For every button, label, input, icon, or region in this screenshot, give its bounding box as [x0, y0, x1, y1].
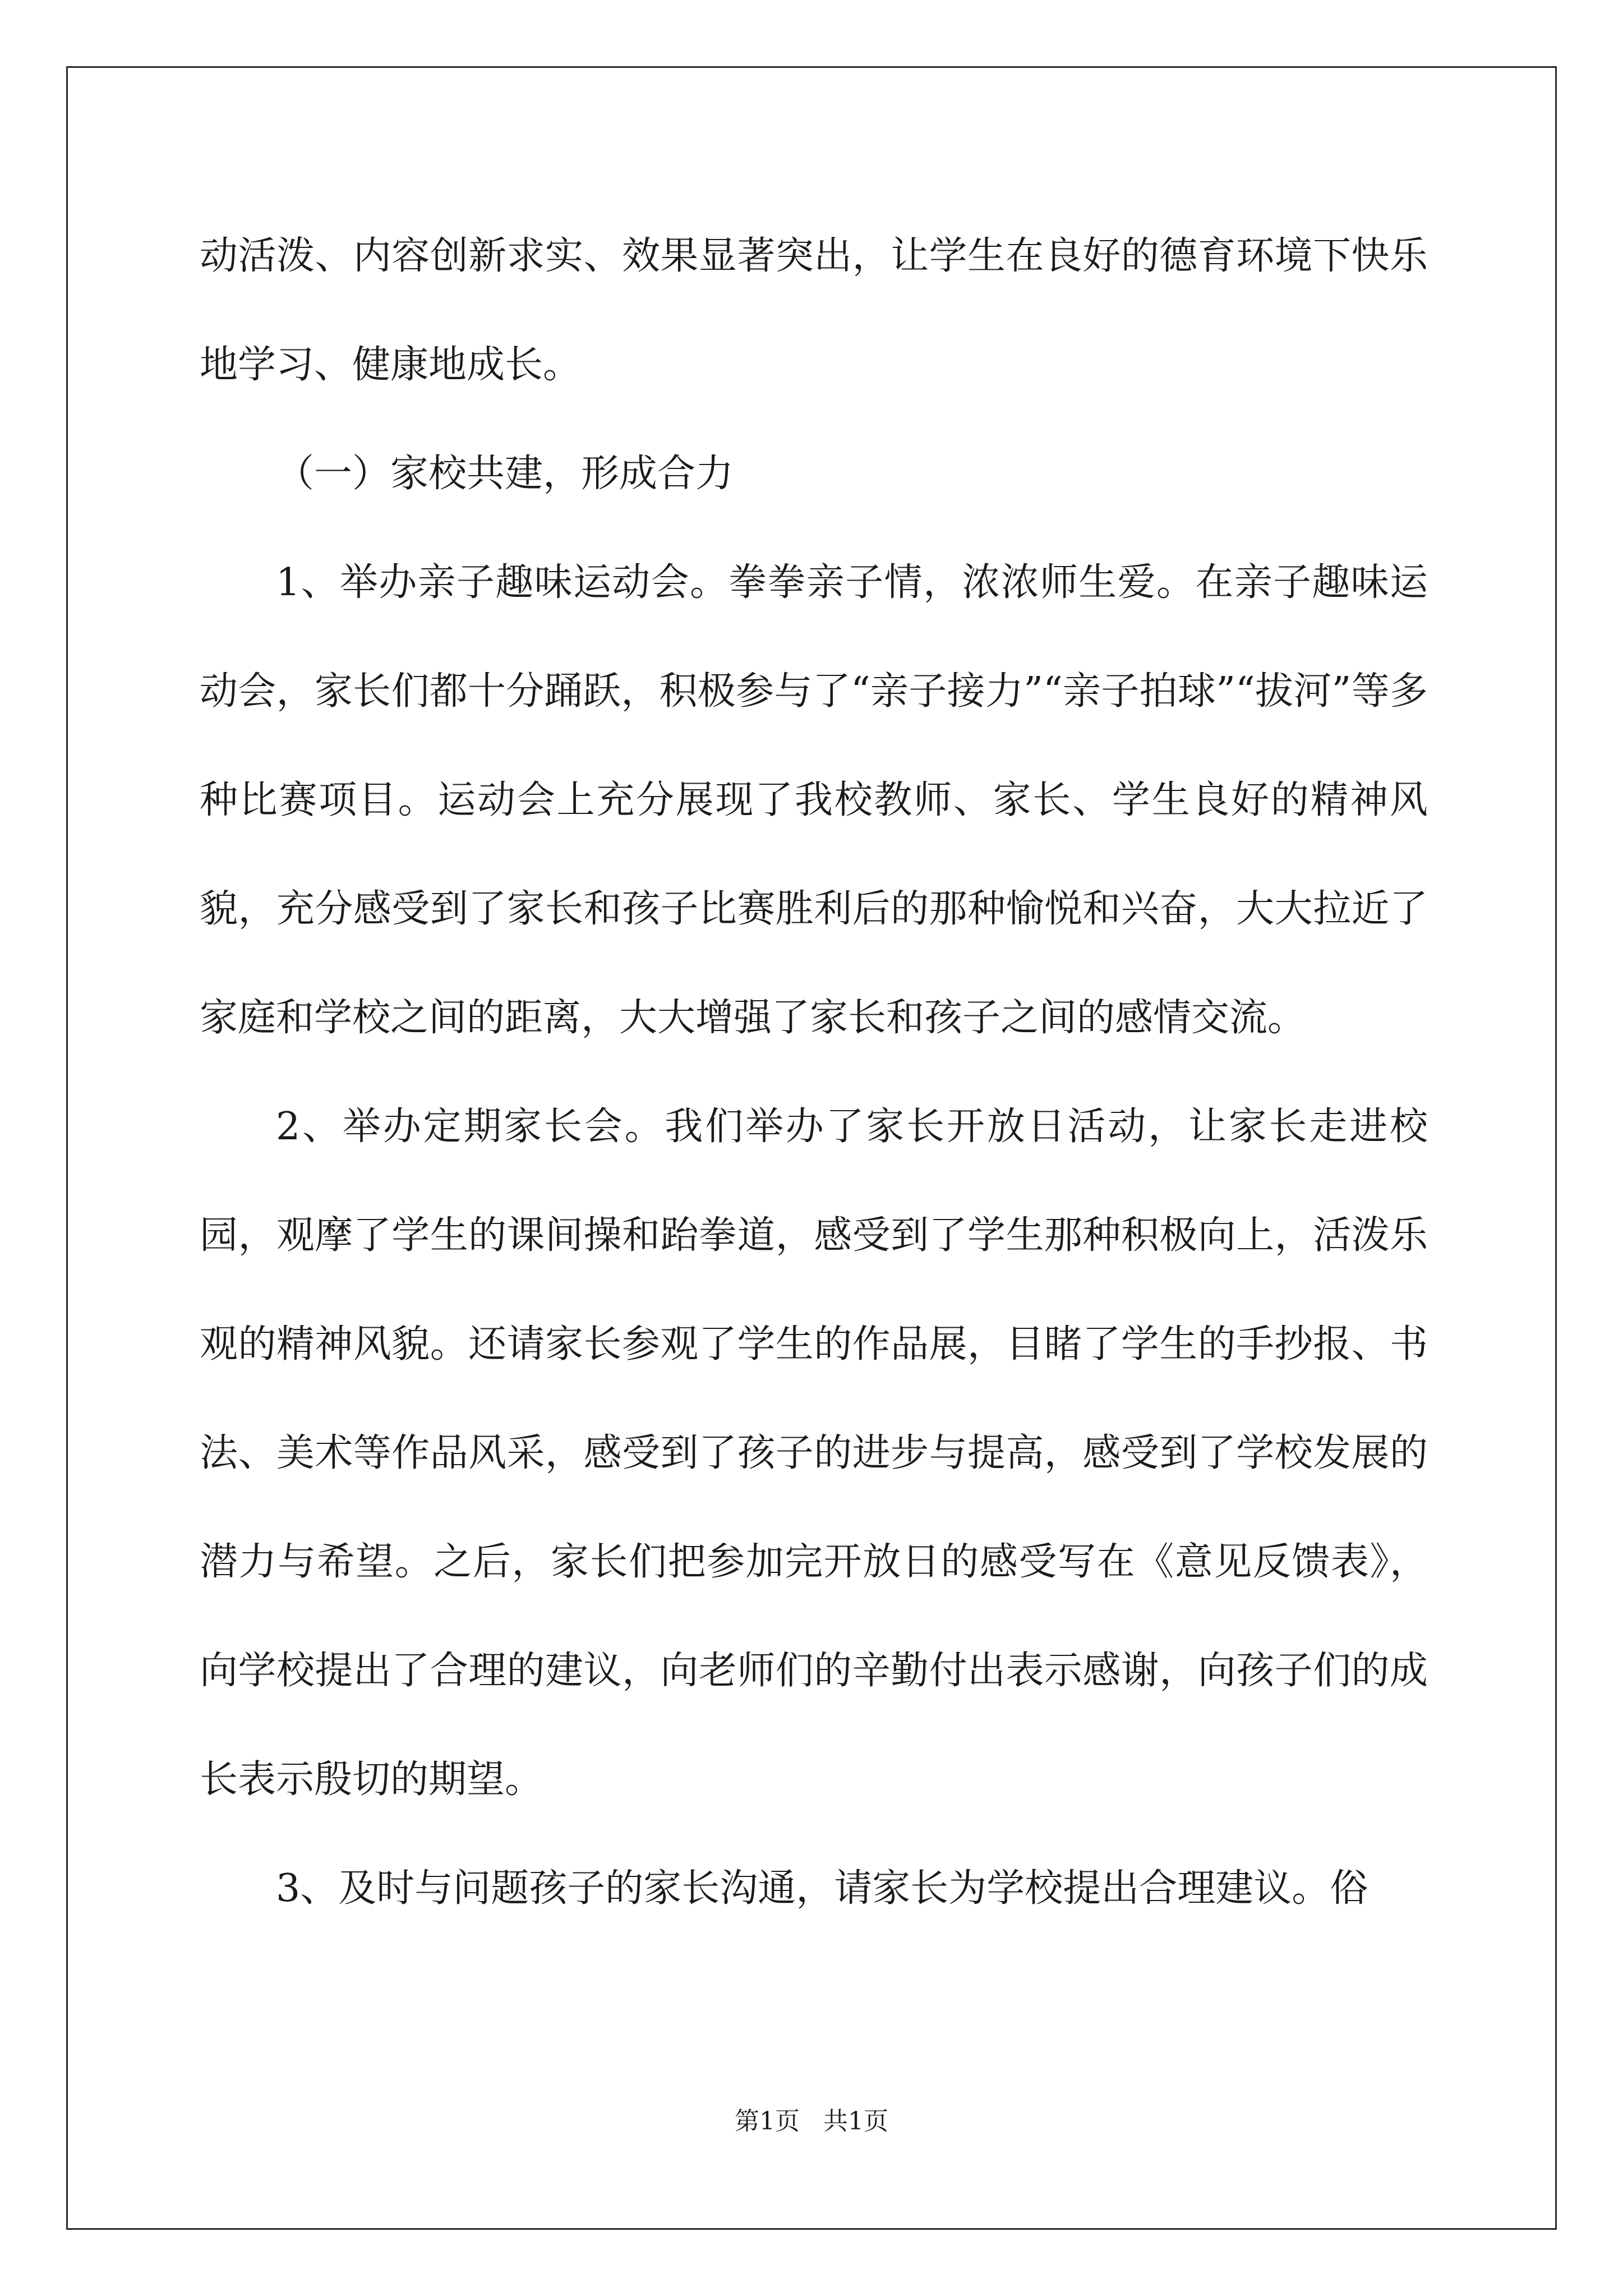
paragraph-sports-meet: 1、举办亲子趣味运动会。拳拳亲子情，浓浓师生爱。在亲子趣味运动会，家长们都十分踊跃，积极参与了“亲子接力”“亲子拍球”“拔河”等多种比赛项目。运动会上充分展现了我校教师、家长、学生良好的精神风貌，充分感受到了家长和孩子比赛胜利后的那种愉悦和兴奋，大大拉近了家庭和学校之间的距离，大大增强了家长和孩子之间的感情交流。: [200, 560, 1428, 1040]
page-footer: 第1页 共1页: [735, 2107, 888, 2136]
document-body: [200, 202, 1428, 1943]
section-heading-family-school: （一）家校共建，形成合力: [276, 452, 734, 496]
paragraph-parent-communication: 3、及时与问题孩子的家长沟通，请家长为学校提出合理建议。俗: [276, 1866, 1368, 1911]
paragraph-1: 动活泼、内容创新求实、效果显著突出，让学生在良好的德育环境下快乐地学习、健康地成长。: [200, 234, 1428, 387]
paragraph-parent-meeting: 2、举办定期家长会。我们举办了家长开放日活动，让家长走进校园，观摩了学生的课间操和跆拳道，感受到了学生那种积极向上，活泼乐观的精神风貌。还请家长参观了学生的作品展，目睹了学生的手抄报、书法、美术等作品风采，感受到了孩子的进步与提高，感受到了学校发展的潜力与希望。之后，家长们把参加完开放日的感受写在《意见反馈表》，向学校提出了合理的建议，向老师们的辛勤付出表示感谢，向孩子们的成长表示殷切的期望。: [200, 1105, 1428, 1802]
